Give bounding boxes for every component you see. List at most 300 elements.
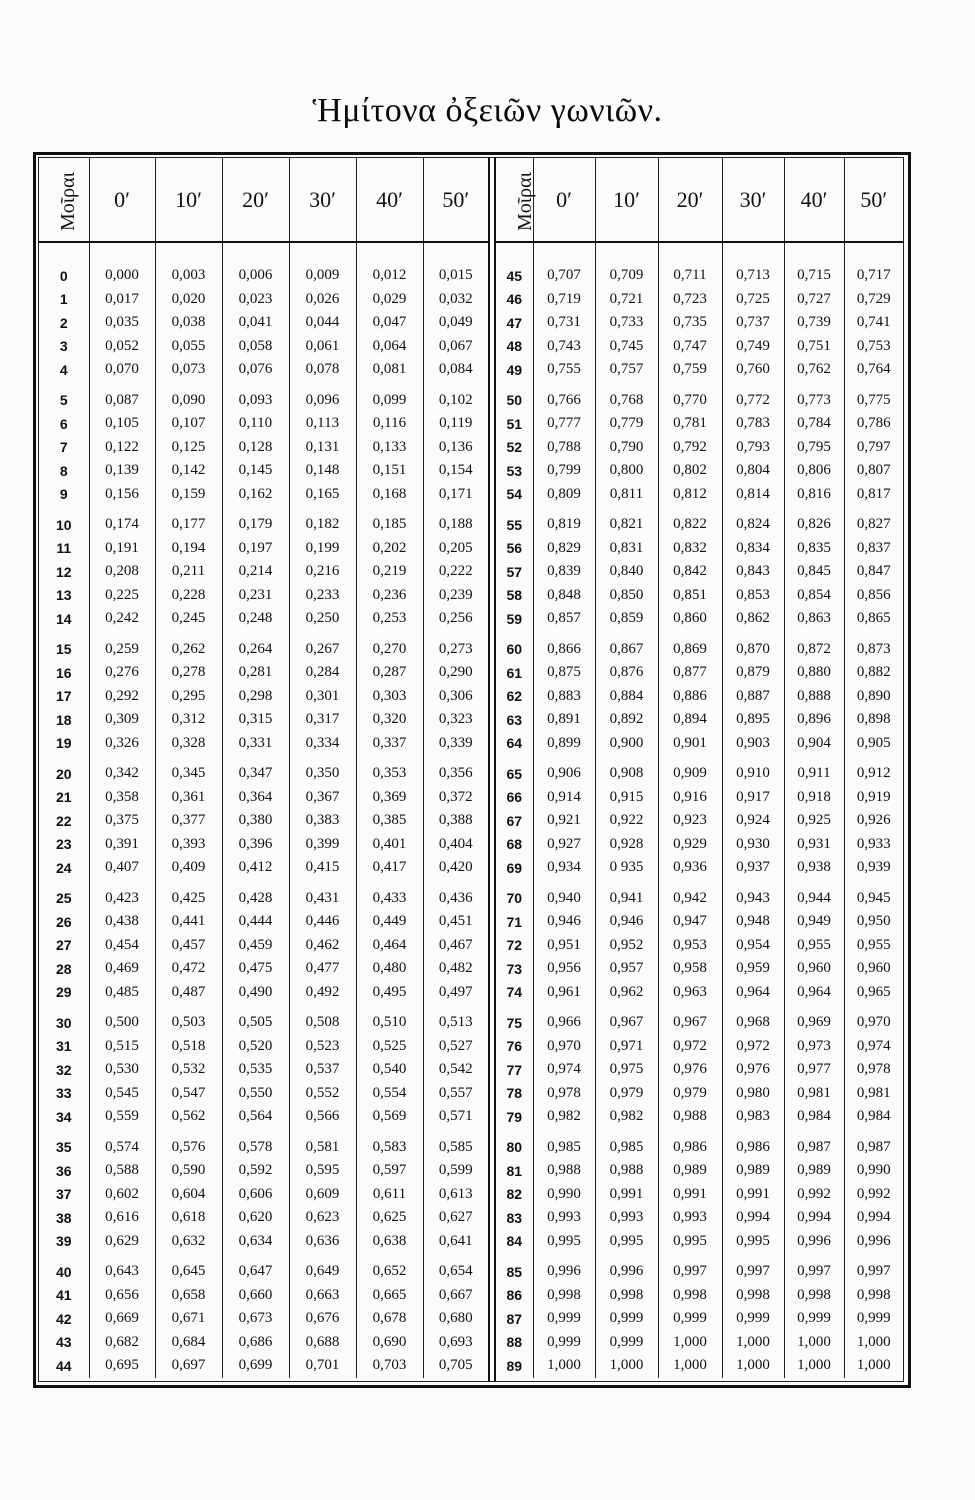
sine-value-cell: 0,492	[289, 981, 356, 1005]
table-row	[496, 732, 903, 756]
table-row	[39, 389, 488, 413]
sine-value-cell: 0,854	[784, 584, 844, 608]
table-row	[39, 264, 488, 288]
sine-value-cell: 0,309	[89, 708, 155, 732]
table-row	[39, 685, 488, 709]
sine-value-cell: 0,999	[595, 1307, 658, 1331]
sine-value-cell: 0,755	[533, 358, 595, 382]
sine-value-cell: 0,151	[356, 459, 423, 483]
sine-value-cell: 0,995	[595, 1230, 658, 1254]
sine-value-cell: 0,194	[155, 537, 222, 561]
sine-value-cell: 0,695	[89, 1354, 155, 1378]
sine-value-cell: 0,525	[356, 1035, 423, 1059]
center-divider	[488, 157, 496, 1382]
table-row	[39, 537, 488, 561]
sine-value-cell: 0,131	[289, 436, 356, 460]
sine-value-cell: 0,979	[595, 1082, 658, 1106]
sine-value-cell: 0,417	[356, 856, 423, 880]
sine-value-cell: 0,513	[423, 1011, 488, 1035]
sine-value-cell: 0,966	[533, 1011, 595, 1035]
sine-value-cell: 0,487	[155, 981, 222, 1005]
sine-value-cell: 0,917	[722, 786, 784, 810]
table-row	[496, 887, 903, 911]
sine-value-cell: 0,772	[722, 389, 784, 413]
sine-value-cell: 0,970	[844, 1011, 903, 1035]
sine-value-cell: 0,171	[423, 483, 488, 507]
sine-value-cell: 0,623	[289, 1206, 356, 1230]
sine-value-cell: 0,697	[155, 1354, 222, 1378]
table-row	[496, 1082, 903, 1106]
sine-value-cell: 0,520	[222, 1035, 289, 1059]
degree-cell: 35	[55, 1139, 72, 1156]
sine-value-cell: 1,000	[784, 1354, 844, 1378]
sine-value-cell: 0,949	[784, 910, 844, 934]
sine-value-cell: 0,816	[784, 483, 844, 507]
sine-value-cell: 0,927	[533, 833, 595, 857]
sine-value-cell: 0,345	[155, 762, 222, 786]
sine-value-cell: 0,967	[658, 1011, 722, 1035]
sine-value-cell: 0,609	[289, 1183, 356, 1207]
degree-cell: 44	[55, 1357, 72, 1374]
minutes-header: 10′	[155, 158, 222, 242]
sine-value-cell: 0,105	[89, 412, 155, 436]
sine-value-cell: 0,938	[784, 856, 844, 880]
table-row	[496, 1307, 903, 1331]
sine-value-cell: 0,006	[222, 264, 289, 288]
table-row	[39, 1307, 488, 1331]
sine-value-cell: 0,762	[784, 358, 844, 382]
sine-value-cell: 0,751	[784, 335, 844, 359]
degree-cell: 25	[55, 890, 72, 907]
minutes-header: 0′	[533, 158, 595, 242]
sine-value-cell: 0,566	[289, 1105, 356, 1129]
sine-value-cell: 0,096	[289, 389, 356, 413]
sine-value-cell: 0,729	[844, 288, 903, 312]
group-gap	[496, 755, 903, 762]
sine-value-cell: 0,671	[155, 1307, 222, 1331]
sine-value-cell: 0,999	[533, 1331, 595, 1355]
sine-value-cell: 0,806	[784, 459, 844, 483]
group-gap	[39, 1253, 488, 1260]
degree-cell: 51	[506, 415, 523, 432]
sine-value-cell: 0,835	[784, 537, 844, 561]
table-row	[496, 1284, 903, 1308]
sine-value-cell: 0,047	[356, 311, 423, 335]
sine-value-cell: 0,552	[289, 1082, 356, 1106]
sine-value-cell: 0,665	[356, 1284, 423, 1308]
minutes-header: 20′	[222, 158, 289, 242]
degree-cell: 77	[506, 1061, 523, 1078]
table-row	[39, 1011, 488, 1035]
sine-value-cell: 0,545	[89, 1082, 155, 1106]
sine-value-cell: 0,867	[595, 638, 658, 662]
degree-cell: 26	[55, 913, 72, 930]
sine-value-cell: 0,592	[222, 1159, 289, 1183]
sine-value-cell: 0,853	[722, 584, 784, 608]
sine-value-cell: 0,705	[423, 1354, 488, 1378]
degree-cell: 80	[506, 1139, 523, 1156]
sine-value-cell: 0,978	[844, 1058, 903, 1082]
sine-value-cell: 0,482	[423, 957, 488, 981]
degree-cell: 45	[506, 267, 523, 284]
sine-value-cell: 0,862	[722, 607, 784, 631]
sine-value-cell: 0,977	[784, 1058, 844, 1082]
degrees-header-label: Μοῖραι	[57, 171, 80, 231]
degree-cell: 75	[506, 1014, 523, 1031]
table-row	[39, 1206, 488, 1230]
sine-value-cell: 0,743	[533, 335, 595, 359]
sine-value-cell: 0,029	[356, 288, 423, 312]
sine-value-cell: 0,859	[595, 607, 658, 631]
sine-value-cell: 0,023	[222, 288, 289, 312]
minutes-header: 40′	[356, 158, 423, 242]
minutes-header: 50′	[423, 158, 488, 242]
table-row	[496, 412, 903, 436]
sine-value-cell: 0,647	[222, 1260, 289, 1284]
sine-value-cell: 1,000	[844, 1354, 903, 1378]
table-row	[39, 910, 488, 934]
sine-value-cell: 0 935	[595, 856, 658, 880]
page-title: Ἡμίτονα ὀξειῶν γωνιῶν.	[312, 92, 663, 129]
sine-value-cell: 0,535	[222, 1058, 289, 1082]
table-row	[39, 1058, 488, 1082]
sine-value-cell: 0,133	[356, 436, 423, 460]
sine-value-cell: 0,982	[533, 1105, 595, 1129]
sine-value-cell: 0,990	[844, 1159, 903, 1183]
degree-cell: 71	[506, 913, 523, 930]
sine-value-cell: 0,148	[289, 459, 356, 483]
sine-value-cell: 0,595	[289, 1159, 356, 1183]
sine-value-cell: 0,611	[356, 1183, 423, 1207]
sine-value-cell: 0,119	[423, 412, 488, 436]
degree-cell: 21	[55, 789, 72, 806]
sine-value-cell: 0,128	[222, 436, 289, 460]
sine-value-cell: 0,530	[89, 1058, 155, 1082]
degree-cell: 23	[55, 836, 72, 853]
sine-value-cell: 0,997	[784, 1260, 844, 1284]
sine-value-cell: 0,800	[595, 459, 658, 483]
sine-value-cell: 0,911	[784, 762, 844, 786]
table-row	[39, 957, 488, 981]
sine-value-cell: 0,073	[155, 358, 222, 382]
sine-value-cell: 0,884	[595, 685, 658, 709]
sine-value-cell: 0,985	[595, 1136, 658, 1160]
sine-value-cell: 0,995	[658, 1230, 722, 1254]
sine-value-cell: 0,996	[595, 1260, 658, 1284]
sine-value-cell: 0,505	[222, 1011, 289, 1035]
sine-value-cell: 0,654	[423, 1260, 488, 1284]
table-row	[496, 560, 903, 584]
sine-value-cell: 0,578	[222, 1136, 289, 1160]
sine-value-cell: 0,985	[533, 1136, 595, 1160]
sine-value-cell: 0,912	[844, 762, 903, 786]
sine-value-cell: 0,946	[533, 910, 595, 934]
sine-value-cell: 0,510	[356, 1011, 423, 1035]
sine-value-cell: 0,627	[423, 1206, 488, 1230]
sine-value-cell: 1,000	[533, 1354, 595, 1378]
sine-value-cell: 0,766	[533, 389, 595, 413]
sine-value-cell: 0,361	[155, 786, 222, 810]
sine-value-cell: 0,894	[658, 708, 722, 732]
sine-value-cell: 0,883	[533, 685, 595, 709]
degree-cell: 50	[506, 392, 523, 409]
sine-value-cell: 0,753	[844, 335, 903, 359]
table-row	[496, 786, 903, 810]
sine-value-cell: 0,625	[356, 1206, 423, 1230]
sine-value-cell: 0,629	[89, 1230, 155, 1254]
sine-value-cell: 0,284	[289, 661, 356, 685]
table-row	[39, 786, 488, 810]
sine-value-cell: 0,959	[722, 957, 784, 981]
sine-value-cell: 0,693	[423, 1331, 488, 1355]
degree-cell: 43	[55, 1334, 72, 1351]
sine-value-cell: 0,834	[722, 537, 784, 561]
table-row	[496, 809, 903, 833]
sine-value-cell: 0,713	[722, 264, 784, 288]
minutes-header: 20′	[658, 158, 722, 242]
sine-value-cell: 0,988	[595, 1159, 658, 1183]
sine-value-cell: 0,735	[658, 311, 722, 335]
sine-value-cell: 0,219	[356, 560, 423, 584]
degree-cell: 66	[506, 789, 523, 806]
sine-value-cell: 0,317	[289, 708, 356, 732]
sine-value-cell: 0,339	[423, 732, 488, 756]
sine-value-cell: 0,061	[289, 335, 356, 359]
sine-value-cell: 0,967	[595, 1011, 658, 1035]
sine-value-cell: 0,715	[784, 264, 844, 288]
table-row	[39, 412, 488, 436]
sine-value-cell: 0,540	[356, 1058, 423, 1082]
sine-value-cell: 0,839	[533, 560, 595, 584]
sine-value-cell: 0,981	[784, 1082, 844, 1106]
degree-cell: 37	[55, 1186, 72, 1203]
table-row	[39, 335, 488, 359]
sine-value-cell: 0,931	[784, 833, 844, 857]
spacer-row	[39, 242, 488, 264]
sine-value-cell: 0,518	[155, 1035, 222, 1059]
sine-value-cell: 0,953	[658, 934, 722, 958]
table-row	[496, 1206, 903, 1230]
sine-value-cell: 0,273	[423, 638, 488, 662]
sine-value-cell: 0,301	[289, 685, 356, 709]
sine-value-cell: 0,142	[155, 459, 222, 483]
degree-cell: 59	[506, 610, 523, 627]
sine-value-cell: 0,542	[423, 1058, 488, 1082]
degree-cell: 88	[506, 1334, 523, 1351]
table-row	[496, 459, 903, 483]
sine-value-cell: 0,678	[356, 1307, 423, 1331]
sine-value-cell: 0,559	[89, 1105, 155, 1129]
table-row	[496, 708, 903, 732]
table-row	[496, 833, 903, 857]
sine-value-cell: 0,934	[533, 856, 595, 880]
sine-value-cell: 0,991	[722, 1183, 784, 1207]
sine-value-cell: 0,972	[658, 1035, 722, 1059]
sine-value-cell: 0,449	[356, 910, 423, 934]
sine-value-cell: 0,903	[722, 732, 784, 756]
degree-cell: 13	[55, 587, 72, 604]
minutes-header: 30′	[722, 158, 784, 242]
sine-value-cell: 0,459	[222, 934, 289, 958]
sine-value-cell: 0,467	[423, 934, 488, 958]
sine-value-cell: 0,581	[289, 1136, 356, 1160]
table-row	[496, 1035, 903, 1059]
sine-value-cell: 0,832	[658, 537, 722, 561]
sine-value-cell: 0,857	[533, 607, 595, 631]
group-gap	[496, 506, 903, 513]
sine-value-cell: 0,988	[658, 1105, 722, 1129]
sine-value-cell: 0,973	[784, 1035, 844, 1059]
sine-value-cell: 0,956	[533, 957, 595, 981]
sine-value-cell: 0,564	[222, 1105, 289, 1129]
sine-value-cell: 0,999	[658, 1307, 722, 1331]
sine-value-cell: 0,870	[722, 638, 784, 662]
degree-cell: 24	[55, 859, 72, 876]
degree-cell: 74	[506, 984, 523, 1001]
sine-value-cell: 0,905	[844, 732, 903, 756]
degree-cell: 86	[506, 1287, 523, 1304]
sine-value-cell: 0,925	[784, 809, 844, 833]
sine-value-cell: 0,367	[289, 786, 356, 810]
group-gap	[39, 755, 488, 762]
sine-value-cell: 0,733	[595, 311, 658, 335]
sine-value-cell: 0,981	[844, 1082, 903, 1106]
degree-cell: 10	[55, 516, 72, 533]
degree-cell: 63	[506, 711, 523, 728]
sine-value-cell: 0,136	[423, 436, 488, 460]
table-row	[496, 607, 903, 631]
sine-value-cell: 0,699	[222, 1354, 289, 1378]
sine-value-cell: 0,009	[289, 264, 356, 288]
sine-value-cell: 0,156	[89, 483, 155, 507]
table-row	[39, 1260, 488, 1284]
degree-cell: 67	[506, 812, 523, 829]
sine-value-cell: 0,909	[658, 762, 722, 786]
group-gap	[39, 1004, 488, 1011]
sine-value-cell: 0,636	[289, 1230, 356, 1254]
sine-value-cell: 0,856	[844, 584, 903, 608]
sine-value-cell: 0,620	[222, 1206, 289, 1230]
degree-cell: 32	[55, 1061, 72, 1078]
sine-value-cell: 0,848	[533, 584, 595, 608]
sine-value-cell: 0,191	[89, 537, 155, 561]
sine-value-cell: 0,950	[844, 910, 903, 934]
table-row	[39, 1035, 488, 1059]
sine-table-left	[39, 158, 488, 1378]
sine-value-cell: 0,994	[784, 1206, 844, 1230]
sine-value-cell: 0,764	[844, 358, 903, 382]
sine-value-cell: 0,745	[595, 335, 658, 359]
sine-value-cell: 0,500	[89, 1011, 155, 1035]
sine-value-cell: 0,984	[784, 1105, 844, 1129]
sine-value-cell: 0,974	[533, 1058, 595, 1082]
sine-value-cell: 0,385	[356, 809, 423, 833]
table-row	[496, 1354, 903, 1378]
sine-value-cell: 0,113	[289, 412, 356, 436]
sine-value-cell: 0,364	[222, 786, 289, 810]
sine-value-cell: 0,939	[844, 856, 903, 880]
sine-value-cell: 0,245	[155, 607, 222, 631]
sine-value-cell: 0,840	[595, 560, 658, 584]
sine-value-cell: 0,980	[722, 1082, 784, 1106]
sine-value-cell: 0,999	[722, 1307, 784, 1331]
table-row	[496, 311, 903, 335]
sine-table-right	[496, 158, 903, 1378]
sine-value-cell: 0,919	[844, 786, 903, 810]
group-gap	[39, 631, 488, 638]
degree-cell: 49	[506, 361, 523, 378]
sine-value-cell: 0,462	[289, 934, 356, 958]
sine-value-cell: 0,876	[595, 661, 658, 685]
sine-value-cell: 0,994	[844, 1206, 903, 1230]
sine-value-cell: 0,779	[595, 412, 658, 436]
sine-value-cell: 0,179	[222, 513, 289, 537]
table-row	[39, 436, 488, 460]
table-row	[496, 1105, 903, 1129]
degree-cell: 40	[55, 1263, 72, 1280]
sine-value-cell: 0,997	[844, 1260, 903, 1284]
sine-value-cell: 0,634	[222, 1230, 289, 1254]
sine-value-cell: 0,399	[289, 833, 356, 857]
sine-value-cell: 0,569	[356, 1105, 423, 1129]
sine-value-cell: 0,747	[658, 335, 722, 359]
sine-value-cell: 0,837	[844, 537, 903, 561]
table-row	[39, 762, 488, 786]
sine-value-cell: 0,829	[533, 537, 595, 561]
sine-value-cell: 0,757	[595, 358, 658, 382]
table-row	[496, 537, 903, 561]
sine-value-cell: 0,988	[533, 1159, 595, 1183]
spacer-row	[496, 242, 903, 264]
header-row	[496, 158, 903, 242]
group-gap	[496, 1004, 903, 1011]
sine-value-cell: 0,457	[155, 934, 222, 958]
sine-value-cell: 0,975	[595, 1058, 658, 1082]
sine-value-cell: 0,711	[658, 264, 722, 288]
sine-value-cell: 0,375	[89, 809, 155, 833]
sine-value-cell: 0,380	[222, 809, 289, 833]
sine-value-cell: 0,256	[423, 607, 488, 631]
minutes-header: 10′	[595, 158, 658, 242]
table-row	[39, 732, 488, 756]
sine-value-cell: 0,052	[89, 335, 155, 359]
sine-value-cell: 0,955	[784, 934, 844, 958]
sine-value-cell: 0,162	[222, 483, 289, 507]
sine-value-cell: 0,969	[784, 1011, 844, 1035]
sine-value-cell: 0,660	[222, 1284, 289, 1308]
sine-value-cell: 0,979	[658, 1082, 722, 1106]
sine-value-cell: 0,847	[844, 560, 903, 584]
sine-value-cell: 0,775	[844, 389, 903, 413]
sine-value-cell: 0,964	[784, 981, 844, 1005]
sine-value-cell: 0,122	[89, 436, 155, 460]
degree-cell: 34	[55, 1108, 72, 1125]
table-row	[39, 560, 488, 584]
sine-value-cell: 0,423	[89, 887, 155, 911]
sine-value-cell: 0,960	[784, 957, 844, 981]
degree-cell: 28	[55, 960, 72, 977]
sine-value-cell: 0,773	[784, 389, 844, 413]
sine-value-cell: 0,781	[658, 412, 722, 436]
sine-value-cell: 0,597	[356, 1159, 423, 1183]
table-row	[496, 436, 903, 460]
group-gap	[39, 880, 488, 887]
sine-value-cell: 0,125	[155, 436, 222, 460]
sine-value-cell: 0,356	[423, 762, 488, 786]
table-row	[496, 910, 903, 934]
table-row	[496, 957, 903, 981]
degree-cell: 15	[55, 641, 72, 658]
